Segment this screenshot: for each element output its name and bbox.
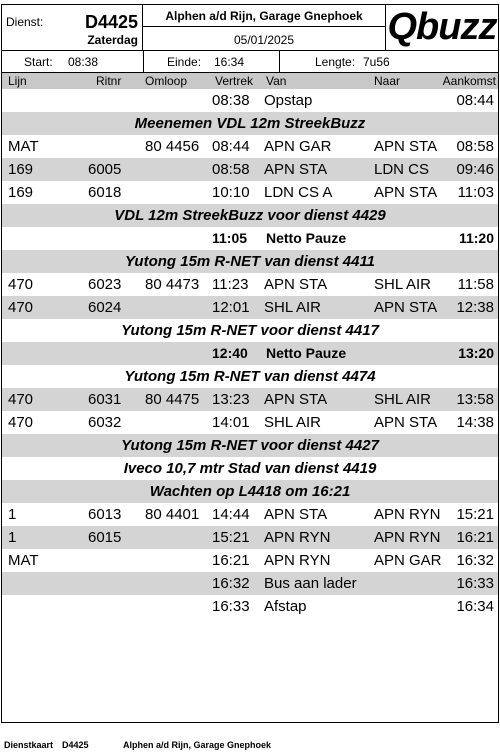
lengte-label: Lengte: (315, 55, 356, 69)
cell-aankomst: 08:58 (456, 138, 494, 155)
section-heading (2, 434, 498, 457)
section-heading-text: Meenemen VDL 12m StreekBuzz (134, 115, 366, 132)
cell-naar: APN RYN (374, 529, 441, 546)
lengte-value: 7u56 (363, 55, 390, 69)
section-heading (2, 365, 498, 388)
section-heading-text: Yutong 15m R-NET voor dienst 4417 (121, 322, 379, 339)
cell-van: APN RYN (264, 552, 331, 569)
footer-id: D4425 (62, 740, 89, 750)
cell-naar: APN RYN (374, 506, 441, 523)
table-row (2, 526, 498, 549)
table-row (2, 273, 498, 296)
dienst-id: D4425 (84, 12, 138, 32)
table-row (2, 181, 498, 204)
cell-naar: SHL AIR (374, 276, 431, 293)
cell-vertrek: 12:40 (212, 345, 248, 361)
dienst-label: Dienst: (6, 15, 44, 29)
cell-lijn: 470 (8, 299, 34, 316)
cell-van: APN GAR (264, 138, 332, 155)
table-row (2, 549, 498, 572)
col-vertrek: Vertrek (215, 74, 254, 88)
cell-vertrek: 08:58 (212, 161, 250, 178)
cell-aankomst: 13:20 (458, 345, 494, 361)
cell-lijn: 470 (8, 414, 34, 431)
divider (279, 51, 280, 72)
table-row (2, 388, 498, 411)
cell-vertrek: 14:01 (212, 414, 250, 431)
section-heading-text: Yutong 15m R-NET voor dienst 4427 (121, 437, 379, 454)
cell-aankomst: 11:20 (458, 230, 494, 246)
cell-ritnr: 6024 (88, 299, 122, 316)
cell-van: SHL AIR (264, 299, 321, 316)
col-omloop: Omloop (145, 74, 188, 88)
cell-ritnr: 6018 (88, 184, 122, 201)
cell-van: Opstap (264, 92, 313, 109)
cell-lijn: 1 (8, 506, 17, 523)
section-heading (2, 319, 498, 342)
cell-ritnr: 6031 (88, 391, 122, 408)
logo-cell (386, 5, 498, 50)
garage-cell (143, 5, 386, 50)
cell-van: Bus aan lader (264, 575, 357, 592)
cell-aankomst: 14:38 (456, 414, 494, 431)
col-van: Van (266, 74, 287, 88)
header-box (1, 4, 499, 51)
cell-omloop: 80 4401 (145, 506, 200, 523)
cell-vertrek: 11:05 (212, 230, 248, 246)
footer-garage: Alphen a/d Rijn, Garage Gnephoek (123, 740, 272, 750)
table-row (2, 296, 498, 319)
cell-ritnr: 6005 (88, 161, 122, 178)
start-label: Start: (24, 55, 53, 69)
column-header (1, 73, 499, 89)
cell-lijn: 470 (8, 391, 34, 408)
cell-aankomst: 12:38 (456, 299, 494, 316)
cell-van: APN STA (264, 161, 328, 178)
cell-van: Afstap (264, 598, 307, 615)
cell-aankomst: 11:03 (457, 184, 494, 201)
cell-van: APN STA (264, 276, 328, 293)
section-heading (2, 480, 498, 503)
cell-lijn: MAT (8, 138, 39, 155)
pause-row (2, 342, 498, 365)
footer-label: Dienstkaart (4, 740, 54, 750)
dienst-day: Zaterdag (87, 33, 138, 47)
cell-lijn: 470 (8, 276, 34, 293)
cell-van: SHL AIR (264, 414, 321, 431)
col-naar: Naar (374, 74, 401, 88)
table-row (2, 135, 498, 158)
cell-van: APN RYN (264, 529, 331, 546)
cell-aankomst: 13:58 (456, 391, 494, 408)
table-row (2, 503, 498, 526)
einde-label: Einde: (167, 55, 202, 69)
garage-name: Alphen a/d Rijn, Garage Gnephoek (165, 9, 363, 23)
cell-lijn: 169 (8, 161, 34, 178)
cell-van: APN STA (264, 506, 328, 523)
cell-vertrek: 16:33 (212, 598, 250, 615)
cell-vertrek: 16:21 (212, 552, 250, 569)
cell-vertrek: 14:44 (212, 506, 250, 523)
cell-ritnr: 6013 (88, 506, 122, 523)
section-heading (2, 457, 498, 480)
cell-naar: APN GAR (374, 552, 442, 569)
pause-row (2, 227, 498, 250)
cell-naar: APN STA (374, 138, 438, 155)
col-ritnr: Ritnr (96, 74, 122, 88)
section-heading (2, 204, 498, 227)
cell-omloop: 80 4473 (145, 276, 200, 293)
cell-lijn: 1 (8, 529, 17, 546)
cell-van: APN STA (264, 391, 328, 408)
cell-lijn: MAT (8, 552, 39, 569)
col-lijn: Lijn (8, 74, 27, 88)
cell-vertrek: 08:44 (212, 138, 250, 155)
section-heading (2, 250, 498, 273)
start-time: 08:38 (68, 55, 99, 69)
times-bar (1, 51, 499, 73)
table-row (2, 595, 498, 618)
cell-ritnr: 6023 (88, 276, 122, 293)
cell-van: Netto Pauze (266, 345, 347, 361)
col-aankomst: Aankomst (442, 74, 496, 88)
cell-omloop: 80 4475 (145, 391, 200, 408)
cell-aankomst: 11:58 (457, 276, 494, 293)
table-row (2, 158, 498, 181)
cell-van: Netto Pauze (266, 230, 347, 246)
cell-vertrek: 15:21 (212, 529, 250, 546)
section-heading (2, 112, 498, 135)
cell-aankomst: 16:21 (456, 529, 494, 546)
cell-aankomst: 16:34 (456, 598, 494, 615)
cell-vertrek: 08:38 (212, 92, 250, 109)
cell-naar: SHL AIR (374, 391, 431, 408)
table-row (2, 89, 498, 112)
cell-vertrek: 12:01 (212, 299, 250, 316)
cell-lijn: 169 (8, 184, 34, 201)
cell-aankomst: 16:32 (456, 552, 494, 569)
table-row (2, 411, 498, 434)
divider (143, 51, 144, 72)
cell-vertrek: 10:10 (212, 184, 250, 201)
cell-naar: APN STA (374, 414, 438, 431)
cell-vertrek: 16:32 (212, 575, 250, 592)
section-heading-text: Wachten op L4418 om 16:21 (149, 483, 351, 500)
section-heading-text: Iveco 10,7 mtr Stad van dienst 4419 (123, 460, 377, 477)
service-date: 05/01/2025 (233, 33, 295, 47)
einde-time: 16:34 (214, 55, 245, 69)
cell-aankomst: 16:33 (456, 575, 494, 592)
cell-van: LDN CS A (264, 184, 333, 201)
qbuzz-logo: Qbuzz (387, 6, 497, 48)
cell-vertrek: 11:23 (212, 276, 249, 293)
cell-ritnr: 6015 (88, 529, 122, 546)
section-heading-text: Yutong 15m R-NET van dienst 4411 (124, 253, 376, 270)
cell-aankomst: 09:46 (456, 161, 494, 178)
cell-aankomst: 08:44 (456, 92, 494, 109)
cell-naar: LDN CS (374, 161, 430, 178)
cell-vertrek: 13:23 (212, 391, 250, 408)
cell-naar: APN STA (374, 184, 438, 201)
table-row (2, 572, 498, 595)
cell-naar: APN STA (374, 299, 438, 316)
cell-ritnr: 6032 (88, 414, 122, 431)
cell-aankomst: 15:21 (456, 506, 494, 523)
dienst-cell (2, 5, 143, 50)
section-heading-text: VDL 12m StreekBuzz voor dienst 4429 (114, 207, 386, 224)
schedule-table (1, 89, 499, 723)
section-heading-text: Yutong 15m R-NET van dienst 4474 (124, 368, 376, 385)
cell-omloop: 80 4456 (145, 138, 200, 155)
